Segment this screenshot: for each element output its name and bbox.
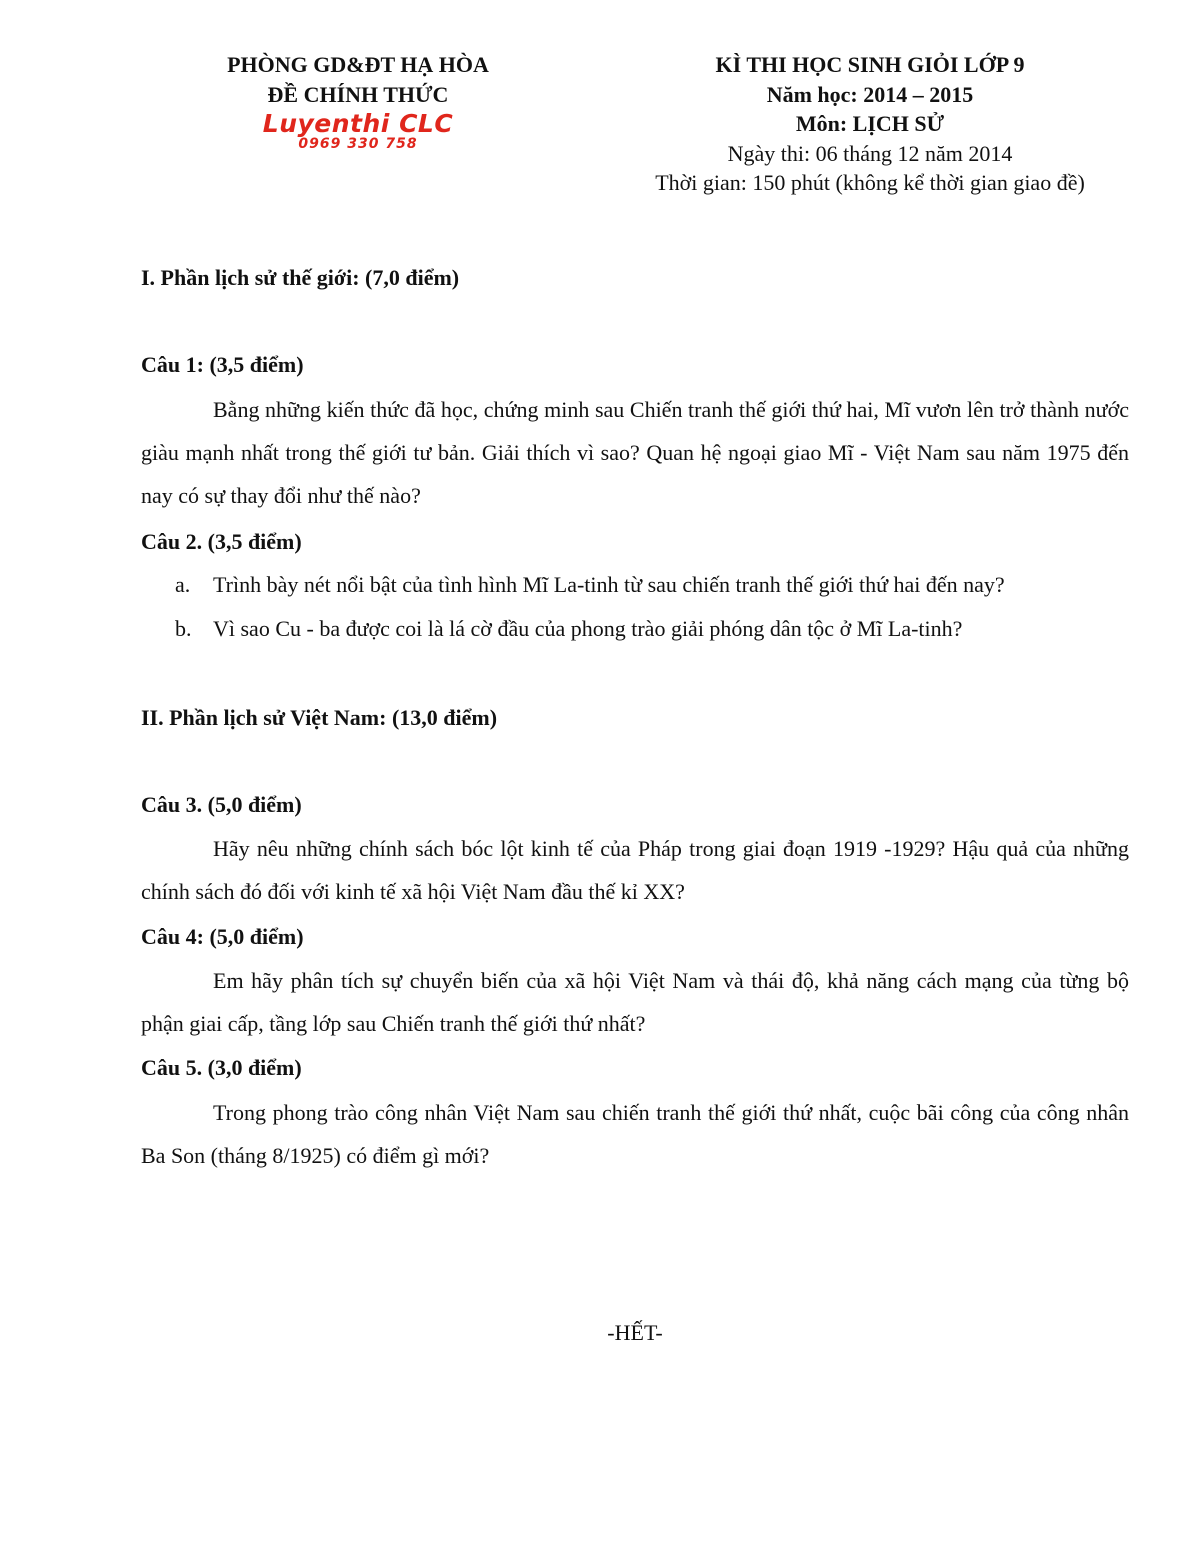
subject: Môn: LỊCH SỬ (795, 111, 945, 136)
school-year: Năm học: 2014 – 2015 (766, 81, 974, 107)
exam-title: KÌ THI HỌC SINH GIỎI LỚP 9 (715, 52, 1025, 77)
header-left (178, 50, 538, 154)
question-5-text: Trong phong trào công nhân Việt Nam sau chiến tranh thế giới thứ nhất, cuộc bãi công của công nhân Ba Son (tháng 8/1925) có điểm gì mới? (141, 1100, 1129, 1168)
logo-brand-text: Luyenthi CLC (262, 109, 454, 138)
list-marker: b. (175, 616, 192, 641)
department-name: PHÒNG GD&ĐT HẠ HÒA (227, 52, 489, 77)
header-right (600, 50, 1140, 198)
list-marker: a. (175, 572, 191, 597)
question-4-title: Câu 4: (5,0 điểm) (141, 924, 304, 949)
official-exam-label: ĐỀ CHÍNH THỨC (267, 82, 449, 107)
exam-duration: Thời gian: 150 phút (không kể thời gian giao đề) (655, 170, 1085, 195)
question-5-title: Câu 5. (3,0 điểm) (141, 1055, 302, 1080)
exam-date: Ngày thi: 06 tháng 12 năm 2014 (727, 140, 1013, 166)
question-2-item-b (175, 614, 1135, 644)
watermark-logo (243, 109, 473, 154)
question-3-title: Câu 3. (5,0 điểm) (141, 792, 302, 817)
section-world-history-title: I. Phần lịch sử thế giới: (7,0 điểm) (141, 265, 460, 290)
question-1-text: Bằng những kiến thức đã học, chứng minh sau Chiến tranh thế giới thứ hai, Mĩ vươn lên trở thành nước giàu mạnh nhất trong thế giới tư bản. Giải thích vì sao? Quan hệ ngoại giao Mĩ - Việt Nam sau năm 1975 đến nay có sự thay đổi như thế nào? (141, 397, 1129, 508)
logo-phone-text: 0969 330 758 (298, 136, 418, 152)
question-2-item-b-text: Vì sao Cu - ba được coi là lá cờ đầu của phong trào giải phóng dân tộc ở Mĩ La-tinh? (213, 616, 963, 641)
section-vietnam-history-title: II. Phần lịch sử Việt Nam: (13,0 điểm) (141, 705, 498, 730)
question-1-title: Câu 1: (3,5 điểm) (141, 352, 304, 377)
end-marker: -HẾT- (607, 1320, 663, 1345)
question-3-text: Hãy nêu những chính sách bóc lột kinh tế của Pháp trong giai đoạn 1919 -1929? Hậu quả của những chính sách đó đối với kinh tế xã hội Việt Nam đầu thế kỉ XX? (141, 836, 1129, 904)
question-2-title: Câu 2. (3,5 điểm) (141, 529, 302, 554)
question-2-item-a-text: Trình bày nét nổi bật của tình hình Mĩ La-tinh từ sau chiến tranh thế giới thứ hai đến nay? (213, 572, 1005, 597)
question-2-item-a (175, 570, 1135, 600)
question-4-text: Em hãy phân tích sự chuyển biến của xã hội Việt Nam và thái độ, khả năng cách mạng của từng bộ phận giai cấp, tầng lớp sau Chiến tranh thế giới thứ nhất? (141, 968, 1129, 1036)
